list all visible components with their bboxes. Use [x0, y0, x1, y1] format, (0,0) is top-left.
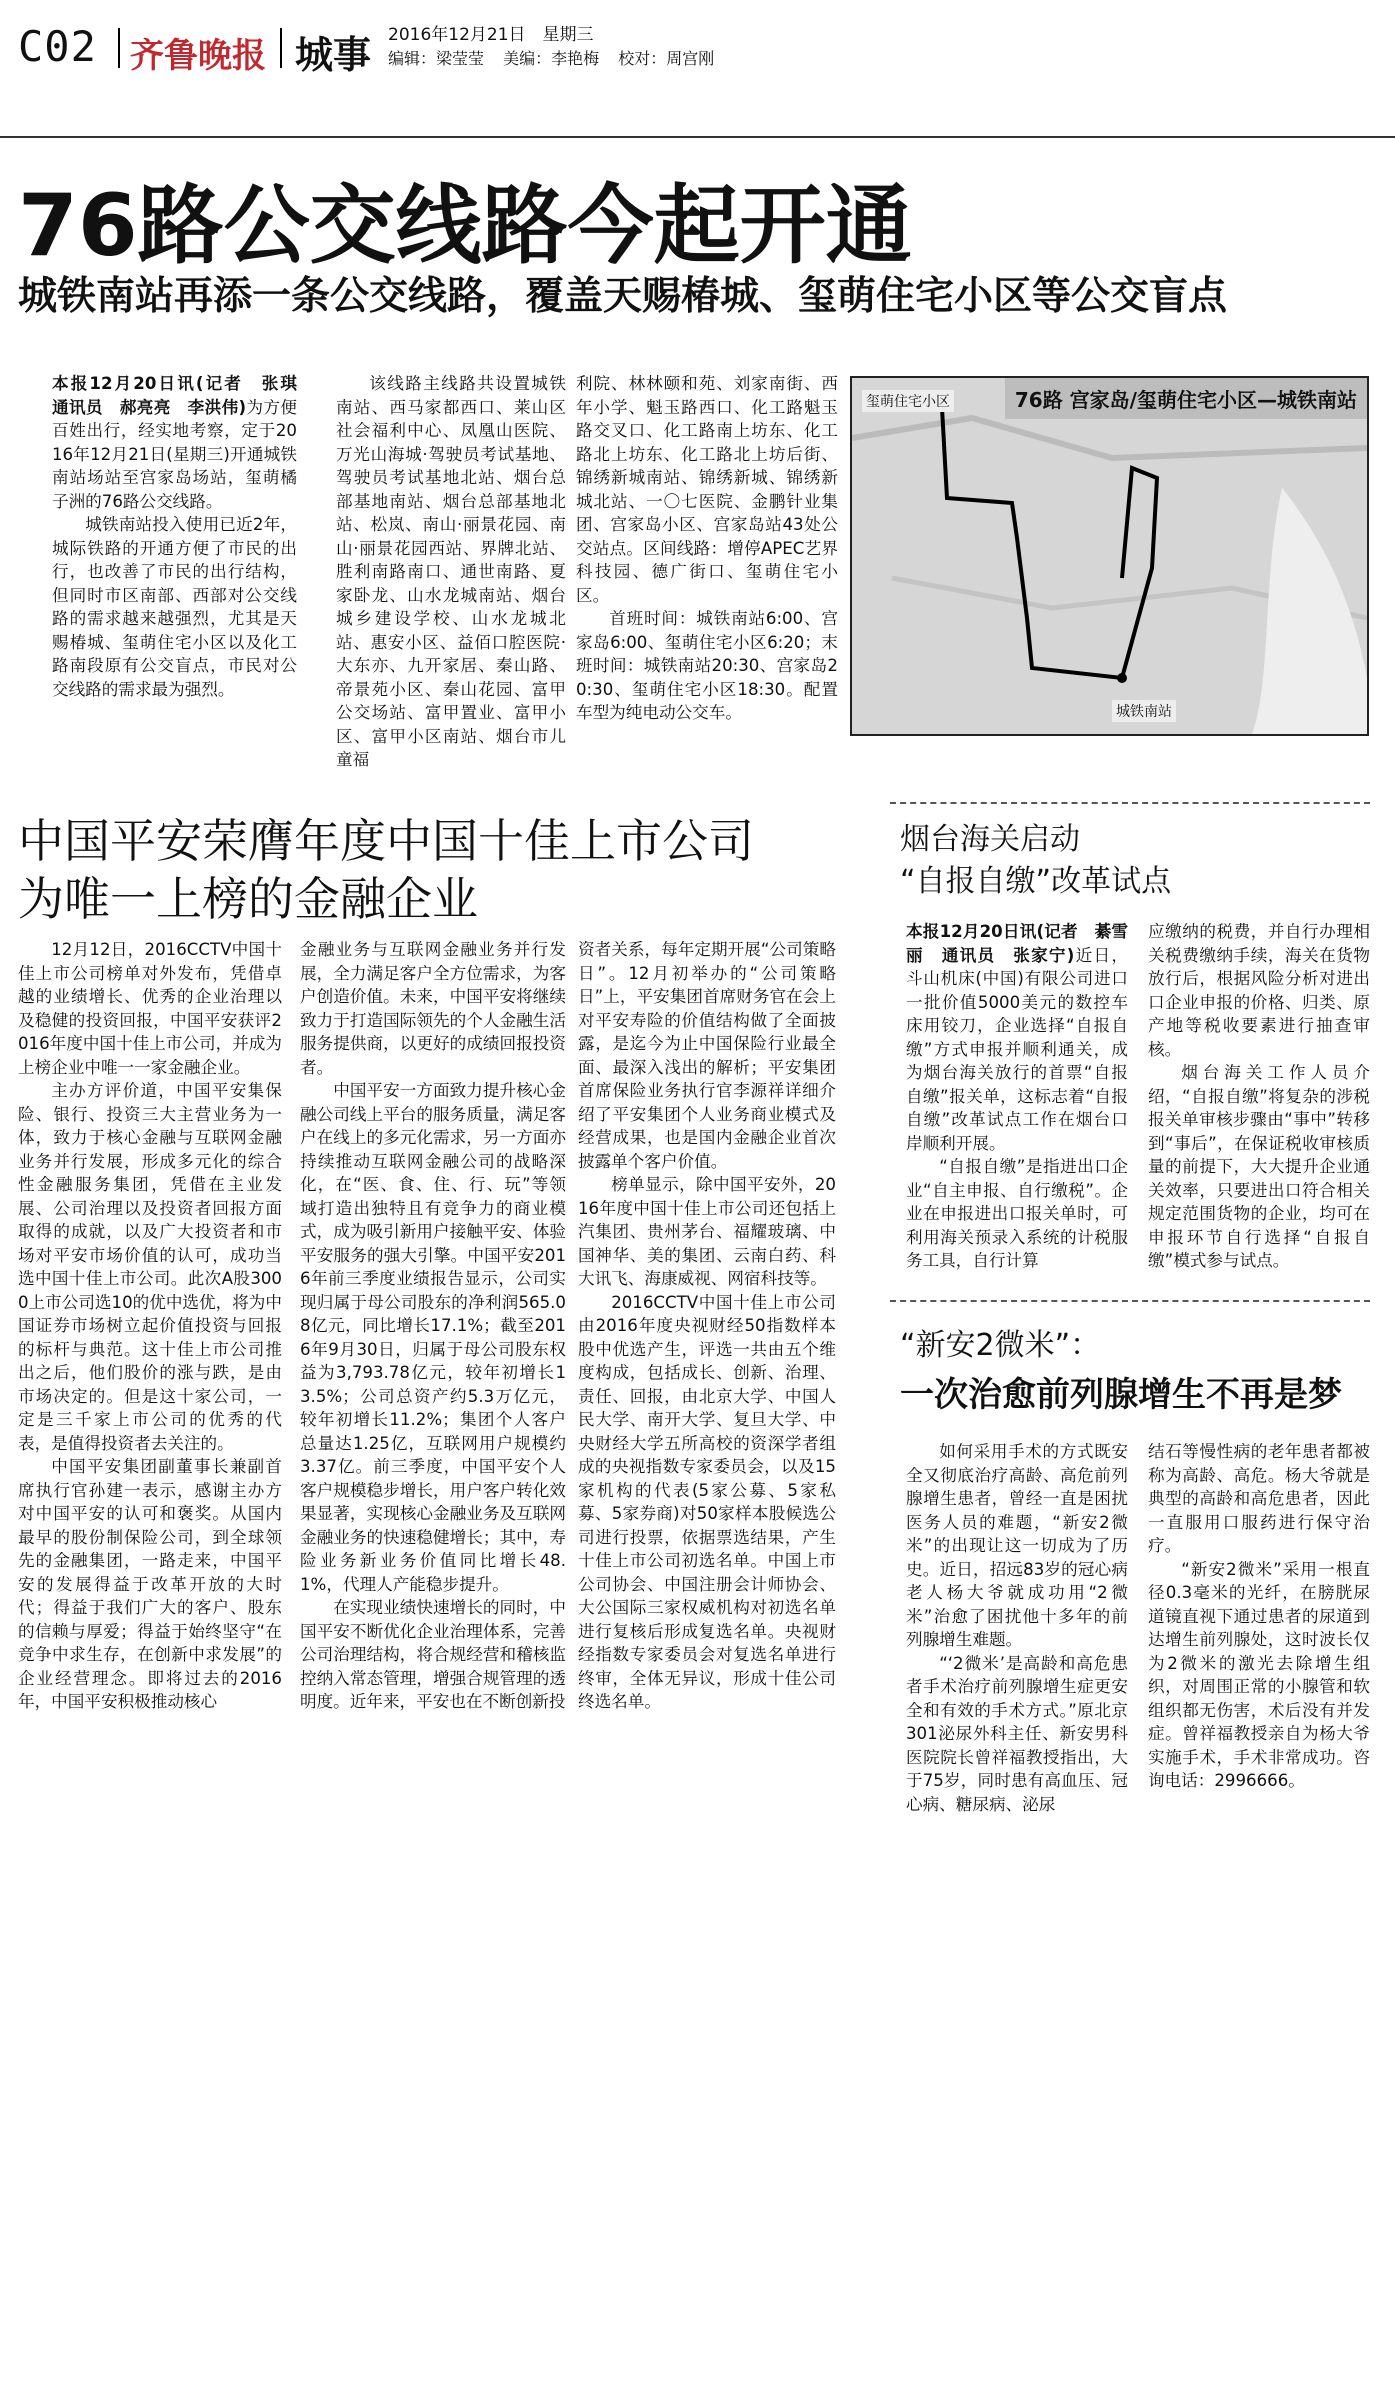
article2-paragraph: 中国平安集团副董事长兼副首席执行官孙建一表示，感谢主办方对中国平安的认可和褒奖。从国内最早的股份制保险公司，到全球领先的金融集团，一路走来，中国平安的发展得益于改革开放的大时代；得益于我们广大的客户、股东的信赖与厚爱；得益于始终坚守“在竞争中求生存，在创新中求发展”的企业经营理念。即将过去的2016年，中国平安积极推动核心 [18, 1457, 282, 1711]
header-rule [0, 136, 1395, 138]
article2-paragraph: 主办方评价道，中国平安集保险、银行、投资三大主营业务为一体，致力于核心金融与互联网金融业务并行发展，形成多元化的综合性金融服务集团，凭借在主业发展、公司治理以及投资者回报方面取得的成就，以及广大投资者和市场对平安市场价值的认可，成功当选中国十佳上市公司。此次A股3000上市公司选10的优中选优，将为中国证券市场树立起价值投资与回报的标杆与典范。这十佳上市公司推出之后，他们股价的涨与跌，是由市场决定的。但是这十家公司，一定是三千家上市公司的优秀的代表，是值得投资者去关注的。 [18, 1081, 282, 1453]
article2-headline-line2: 为唯一上榜的金融企业 [18, 872, 478, 926]
article2-paragraph: 在实现业绩快速增长的同时，中国平安不断优化企业治理体系，完善公司治理结构，将合规经营和稽核监控纳入常态管理，增强合规管理的透明度。近年来，平安也在不断创新投 [300, 1598, 566, 1711]
article2-paragraph: 中国平安一方面致力提升核心金融公司线上平台的服务质量，满足客户在线上的多元化需求，另一方面亦持续推动互联网金融公司的战略深化，在“医、食、住、行、玩”等领域打造出独特且有竞争力的商业模式，成为吸引新用户接触平安、体验平安服务的强大引擎。中国平安2016年前三季度业绩报告显示，公司实现归属于母公司股东的净利润565.08亿元，同比增长17.1%；截至2016年9月30日，归属于母公司股东权益为3,793.78亿元，较年初增长13.5%；公司总资产约5.3万亿元，较年初增长11.2%；集团个人客户总量达1.25亿，互联网用户规模约3.37亿。前三季度，中国平安个人客户规模稳步增长，用户客户转化效果显著，实现核心金融业务及互联网金融业务的快速稳健增长；其中，寿险业务新业务价值同比增长48.1%，代理人产能稳步提升。 [300, 1081, 566, 1594]
article2-paragraph: 榜单显示，除中国平安外，2016年度中国十佳上市公司还包括上汽集团、贵州茅台、福耀玻璃、中国神华、美的集团、云南白药、科大讯飞、海康威视、网宿科技等。 [578, 1175, 836, 1288]
article2-headline [18, 812, 858, 928]
divider [118, 28, 120, 68]
section-divider [890, 1300, 1370, 1302]
article1-route-stops: 该线路主线路共设置城铁南站、西马家都西口、莱山区社会福利中心、凤凰山医院、万光山海城·驾驶员考试基地、驾驶员考试基地北站、烟台总部基地南站、烟台总部基地北站、松岚、南山·丽景花园、南山·丽景花园西站、界牌北站、胜利南路南口、通世南路、夏家卧龙、山水龙城南站、烟台城乡建设学校、山水龙城北站、惠安小区、益佰口腔医院·大东亦、九开家居、秦山路、帝景苑小区、秦山花园、富甲公交场站、富甲置业、富甲小区、富甲小区南站、烟台市儿童福 [336, 374, 566, 769]
page-header [18, 18, 1378, 78]
article1-column-2 [336, 372, 566, 772]
map-label-xinmeng: 玺萌住宅小区 [862, 390, 954, 412]
article2-paragraph: 2016CCTV中国十佳上市公司由2016年度央视财经50指数样本股中优选产生，评选一共由五个维度构成，包括成长、创新、治理、责任、回报，由北京大学、中国人民大学、南开大学、复旦大学、中央财经大学五所高校的资深学者组成的央视指数专家委员会，以及15家机构的代表(5家公募、5家私募、5家券商)对50家样本股候选公司进行投票，依据票选结果，产生十佳上市公司初选名单。中国上市公司协会、中国注册会计师协会、大公国际三家权威机构对初选名单进行复核后形成复选名单。央视财经指数专家委员会对复选名单进行终审，全体无异议，形成十佳公司终选名单。 [578, 1292, 836, 1711]
article2-column-1 [18, 938, 282, 1714]
article4-headline-line2: 一次治愈前列腺增生不再是梦 [900, 1375, 1342, 1415]
issue-date: 2016年12月21日 星期三 [388, 25, 594, 45]
route-map-graphic [852, 378, 1367, 734]
article2-headline-line1: 中国平安荣膺年度中国十佳上市公司 [18, 814, 754, 868]
article3-paragraph: “自报自缴”是指进出口企业“自主申报、自行缴税”。企业在申报进出口报关单时，可利用海关预录入系统的计税服务工具，自行计算 [906, 1157, 1128, 1270]
article2-paragraph: 12月12日，2016CCTV中国十佳上市公司榜单对外发布，凭借卓越的业绩增长、优秀的企业治理以及稳健的投资回报，中国平安获评2016年度中国十佳上市公司，并成为上榜企业中唯一一家金融企业。 [18, 940, 282, 1077]
article3-column-2 [1148, 920, 1370, 1273]
article4-paragraph: 结石等慢性病的老年患者都被称为高龄、高危。杨大爷就是典型的高龄和高危患者，因此一直服用口服药进行保守治疗。 [1148, 1442, 1370, 1555]
article4-paragraph: 如何采用手术的方式既安全又彻底治疗高龄、高危前列腺增生患者，曾经一直是困扰医务人员的难题，“新安2微米”的出现让这一切成为了历史。近日，招远83岁的冠心病老人杨大爷就成功用“2微米”治愈了困扰他十多年的前列腺增生难题。 [906, 1442, 1128, 1649]
paper-logo: 齐鲁晚报 [130, 36, 266, 76]
article1-route-stops-cont: 利院、林林颐和苑、刘家南街、西年小学、魁玉路西口、化工路魁玉路交叉口、化工路南上坊东、化工路北上坊东、化工路北上坊后街、锦绣新城南站、锦绣新城、锦绣新城北站、一〇七医院、金鹏针业集团、宫家岛小区、宫家岛站43处公交站点。区间线路：增停APEC艺界科技园、德广街口、玺萌住宅小区。 [576, 374, 838, 605]
map-label-station: 城铁南站 [1112, 700, 1176, 722]
article2-column-2 [300, 938, 566, 1714]
station-marker [1117, 673, 1127, 683]
article3-headline-line2: “自报自缴”改革试点 [900, 864, 1172, 899]
article4-headline-line1: “新安2微米”： [900, 1328, 1101, 1363]
article1-column-1 [52, 372, 314, 701]
article4-column-1 [906, 1440, 1128, 1816]
article3-column-1 [906, 920, 1128, 1273]
article4-paragraph: “‘2微米’是高龄和高危患者手术治疗前列腺增生症更安全和有效的手术方式。”原北京301泌尿外科主任、新安男科医院院长曾祥福教授指出，大于75岁，同时患有高血压、冠心病、糖尿病、泌尿 [906, 1653, 1128, 1814]
article3-byline: 本报12月20日讯(记者 綦雪丽 通讯员 张家宁) [906, 922, 1128, 965]
staff-credits [388, 48, 728, 70]
article1-schedule: 首班时间：城铁南站6:00、宫家岛6:00、玺萌住宅小区6:20；末班时间：城铁南站20:30、宫家岛20:30、玺萌住宅小区18:30。配置车型为纯电动公交车。 [576, 609, 838, 722]
main-subheadline: 城铁南站再添一条公交线路，覆盖天赐椿城、玺萌住宅小区等公交盲点 [18, 274, 1228, 319]
article3-headline-line1: 烟台海关启动 [900, 822, 1080, 857]
divider [280, 28, 282, 68]
article2-column-3 [578, 938, 836, 1714]
article4-column-2 [1148, 1440, 1370, 1793]
article3-paragraph: 应缴纳的税费，并自行办理相关税费缴纳手续，海关在货物放行后，根据风险分析对进出口企业申报的价格、归类、原产地等税收要素进行抽查审核。 [1148, 922, 1370, 1059]
section-name: 城事 [295, 33, 372, 77]
main-headline: 76路公交线路今起开通 [18, 176, 912, 276]
designer-credit: 美编：李艳梅 [503, 49, 600, 68]
article4-paragraph: “新安2微米”采用一根直径0.3毫米的光纤，在膀胱尿道镜直视下通过患者的尿道到达增生前列腺处，这时波长仅为2微米的激光去除增生组织，对周围正常的小腺管和软组织都无伤害，术后没有并发症。曾祥福教授亲自为杨大爷实施手术，手术非常成功。咨询电话：2996666。 [1148, 1559, 1370, 1790]
proofreader-credit: 校对：周宫刚 [618, 49, 715, 68]
article1-paragraph: 城铁南站投入使用已近2年，城际铁路的开通方便了市民的出行，也改善了市民的出行结构，但同时市区南部、西部对公交线路的需求越来越强烈，尤其是天赐椿城、玺萌住宅小区以及化工路南段原有公交盲点，市民对公交线路的需求最为强烈。 [52, 515, 297, 699]
article2-paragraph: 金融业务与互联网金融业务并行发展，全力满足客户全方位需求，为客户创造价值。未来，中国平安将继续致力于打造国际领先的个人金融生活服务提供商，以更好的成绩回报投资者。 [300, 940, 566, 1077]
article3-paragraph: 烟台海关工作人员介绍，“自报自缴”将复杂的涉税报关单审核步骤由“事中”转移到“事后”，在保证税收审核质量的前提下，大大提升企业通关效率，只要进出口符合相关规定范围货物的企业，均可在申报环节自行选择“自报自缴”模式参与试点。 [1148, 1063, 1370, 1270]
editor-credit: 编辑：梁莹莹 [388, 49, 485, 68]
article1-column-3 [576, 372, 838, 725]
page-number: C02 [18, 22, 97, 71]
article2-paragraph: 资者关系，每年定期开展“公司策略日”。12月初举办的“公司策略日”上，平安集团首席财务官在会上对平安寿险的价值结构做了全面披露，是迄今为止中国保险行业最全面、最深入浅出的解析；平安集团首席保险业务执行官李源祥详细介绍了平安集团个人业务商业模式及经营成果，也是国内金融企业首次披露单个客户价值。 [578, 940, 836, 1171]
article3-lead: 近日，斗山机床(中国)有限公司进口一批价值5000美元的数控车床用铰刀，企业选择“自报自缴”方式申报并顺利通关，成为烟台海关放行的首票“自报自缴”报关单，这标志着“自报自缴”改革试点工作在烟台口岸顺利开展。 [906, 945, 1128, 1153]
map-title: 76路 宫家岛/玺萌住宅小区—城铁南站 [1005, 378, 1367, 419]
route-map [850, 376, 1369, 736]
article1-byline: 本报12月20日讯(记者 张琪 通讯员 郝亮亮 李洪伟) [52, 374, 314, 417]
article1-lead: 为方便百姓出行，经实地考察，定于2016年12月21日(星期三)开通城铁南站场站至宫家岛场站，玺萌橘子洲的76路公交线路。 [52, 397, 297, 511]
section-divider [890, 802, 1370, 804]
